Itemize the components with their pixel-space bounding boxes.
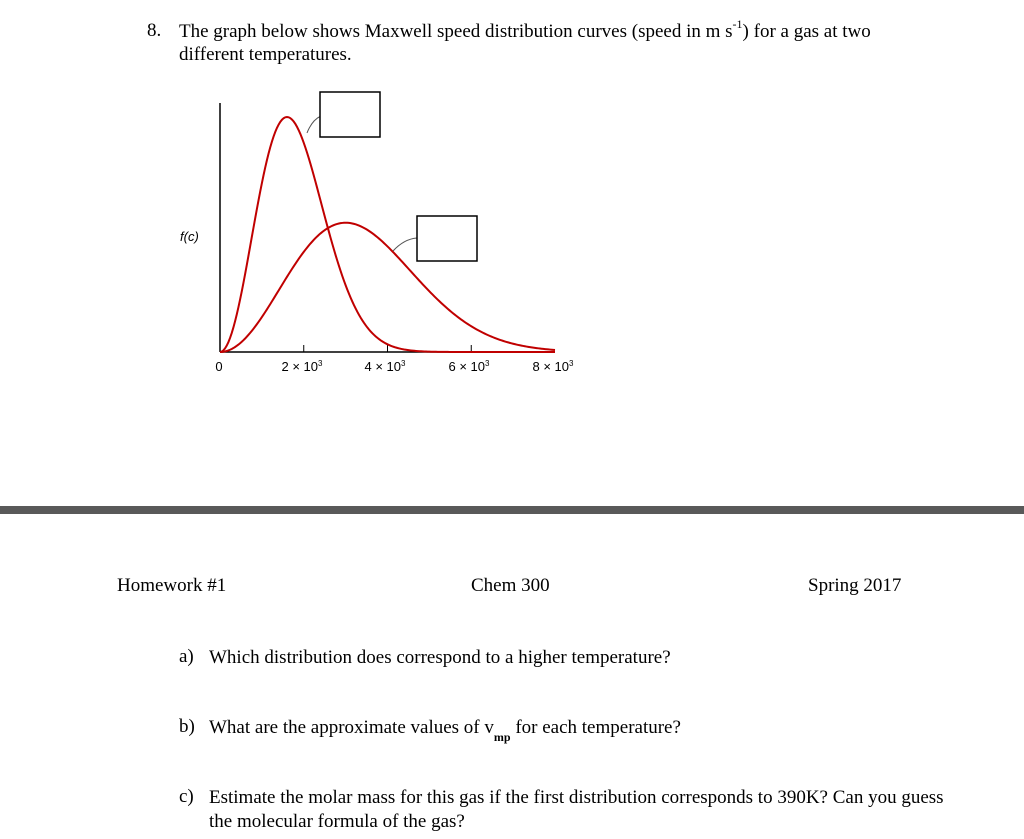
answer-box-2[interactable] <box>417 216 477 261</box>
part-b-label: b) <box>179 716 195 737</box>
x-tick-label: $8 \times 10^3$ <box>532 359 574 374</box>
x-tick-label: $6 \times 10^3$ <box>448 359 490 374</box>
footer-right: Spring 2017 <box>808 575 902 596</box>
question-text-before: The graph below shows Maxwell speed distribution curves (speed in m s <box>179 21 733 42</box>
part-b-text <box>209 716 949 744</box>
x-tick-label: $4 \times 10^3$ <box>364 359 406 374</box>
part-a-label: a) <box>179 646 194 667</box>
question-exponent: -1 <box>732 16 743 31</box>
question-text-after: ) for a gas at two different temperatures. <box>179 21 871 65</box>
part-b-subscript: mp <box>493 729 511 744</box>
question-number: 8. <box>147 20 162 41</box>
distribution-curve-1 <box>220 117 555 352</box>
curves <box>220 117 555 352</box>
distribution-curve-2 <box>220 223 555 352</box>
leader-line-1 <box>307 116 321 133</box>
x-tick-label: $2 \times 10^3$ <box>281 359 323 374</box>
answer-box-1[interactable] <box>320 92 380 137</box>
maxwell-distribution-chart <box>0 0 1024 400</box>
footer-left: Homework #1 <box>117 575 227 596</box>
x-ticks <box>215 345 574 374</box>
part-c-text: Estimate the molar mass for this gas if the first distribution corresponds to 390K? Can you guess the molecular formula of the gas? <box>209 787 944 832</box>
part-b-text-before: What are the approximate values of v <box>209 717 494 738</box>
part-c-label: c) <box>179 786 194 807</box>
page-divider <box>0 506 1024 514</box>
y-axis-label: f(c) <box>180 229 199 244</box>
part-a-text: Which distribution does correspond to a higher temperature? <box>209 647 671 668</box>
leader-line-2 <box>393 238 417 251</box>
part-b-text-after: for each temperature? <box>510 717 681 738</box>
footer-center: Chem 300 <box>471 575 550 596</box>
x-tick-label: 0 <box>215 359 223 374</box>
